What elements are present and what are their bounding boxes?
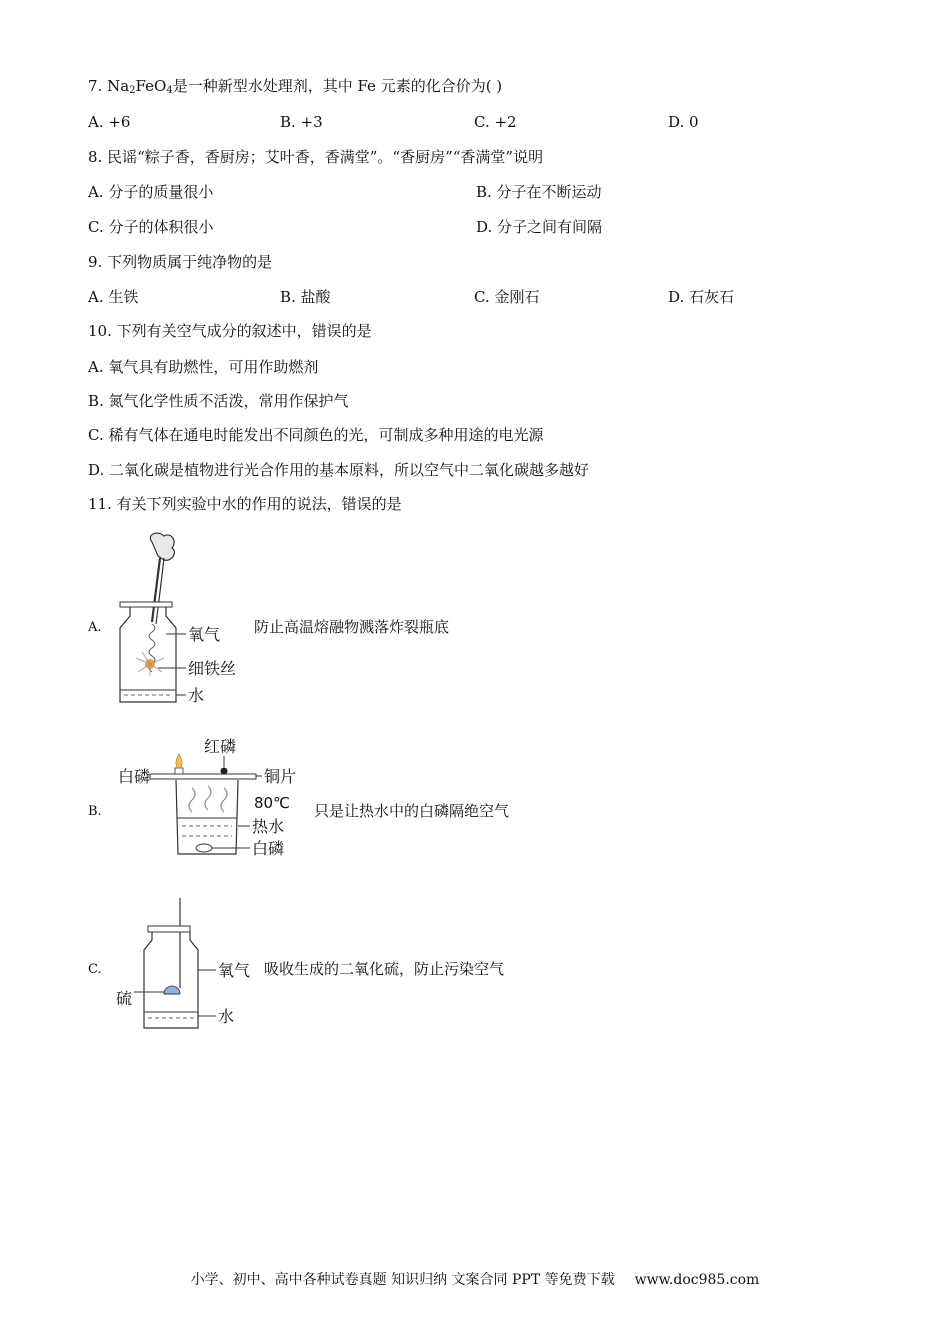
fig-b-label-white-phosphorus-top: 白磷 — [118, 767, 151, 786]
q7-option-b: B. +3 — [280, 113, 323, 131]
q8-option-b: B. 分子在不断运动 — [476, 183, 602, 201]
fig-c-label-sulfur: 硫 — [116, 989, 133, 1008]
q11-option-b-label: B. — [88, 804, 102, 819]
fig-a-label-oxygen: 氧气 — [188, 625, 221, 644]
fig-a-label-water: 水 — [188, 686, 205, 705]
fig-b-label-white-phosphorus-bottom: 白磷 — [252, 839, 285, 858]
question-8-stem: 8. 民谣“粽子香，香厨房；艾叶香，香满堂”。“香厨房”“香满堂”说明 — [88, 148, 544, 166]
sulfur-combustion-figure — [112, 896, 262, 1036]
q9-option-d: D. 石灰石 — [668, 288, 735, 306]
q8-option-c: C. 分子的体积很小 — [88, 218, 214, 236]
q11-option-b-desc: 只是让热水中的白磷隔绝空气 — [314, 802, 510, 820]
page-footer — [0, 1270, 950, 1290]
fig-b-label-copper-plate: 铜片 — [264, 767, 297, 786]
q8-option-a: A. 分子的质量很小 — [88, 183, 214, 201]
footer-url[interactable]: www.doc985.com — [634, 1272, 760, 1288]
q11-option-c-desc: 吸收生成的二氧化硫，防止污染空气 — [264, 960, 505, 978]
q7-option-c: C. +2 — [474, 113, 517, 131]
q7-option-d: D. 0 — [668, 113, 699, 131]
fig-c-label-water: 水 — [218, 1007, 235, 1026]
q10-option-a: A. 氧气具有助燃性，可用作助燃剂 — [88, 358, 319, 376]
q9-option-c: C. 金刚石 — [474, 288, 540, 306]
q10-option-c: C. 稀有气体在通电时能发出不同颜色的光，可制成多种用途的电光源 — [88, 426, 544, 444]
fig-b-label-temperature: 80℃ — [254, 794, 290, 812]
q9-option-b: B. 盐酸 — [280, 288, 331, 306]
q11-option-a-label: A. — [88, 620, 102, 635]
question-10-stem: 10. 下列有关空气成分的叙述中，错误的是 — [88, 322, 372, 340]
phosphorus-combustion-figure — [112, 732, 302, 862]
q10-option-d: D. 二氧化碳是植物进行光合作用的基本原料，所以空气中二氧化碳越多越好 — [88, 461, 590, 479]
q7-option-a: A. +6 — [88, 113, 131, 131]
q11-option-a-desc: 防止高温熔融物溅落炸裂瓶底 — [254, 618, 450, 636]
fig-c-label-oxygen: 氧气 — [218, 961, 251, 980]
fig-b-label-red-phosphorus: 红磷 — [204, 737, 237, 756]
footer-text: 小学、初中、高中各种试卷真题 知识归纳 文案合同 PPT 等免费下载 — [190, 1272, 615, 1288]
q11-option-c-label: C. — [88, 962, 102, 977]
question-9-stem: 9. 下列物质属于纯净物的是 — [88, 253, 273, 271]
q8-option-d: D. 分子之间有间隔 — [476, 218, 603, 236]
fig-b-label-hot-water: 热水 — [252, 817, 285, 836]
q9-option-a: A. 生铁 — [88, 288, 139, 306]
fig-a-label-iron-wire: 细铁丝 — [188, 659, 237, 678]
iron-wire-combustion-figure — [112, 530, 252, 710]
q10-option-b: B. 氮气化学性质不活泼，常用作保护气 — [88, 392, 349, 410]
question-11-stem: 11. 有关下列实验中水的作用的说法，错误的是 — [88, 495, 402, 513]
question-7-stem: 7. $Na_2FeO_4$是一种新型水处理剂，其中 Fe 元素的化合价为( ) — [88, 77, 503, 96]
